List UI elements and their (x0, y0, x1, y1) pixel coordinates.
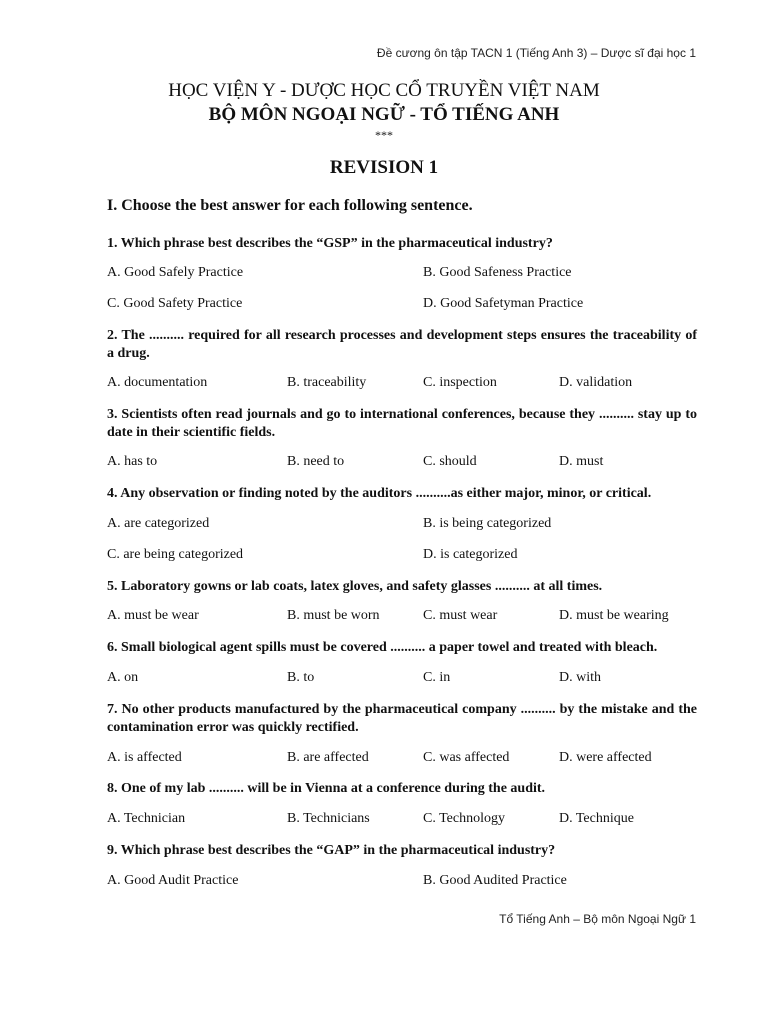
separator-stars: *** (375, 128, 393, 142)
q3-option-d: D. must (559, 454, 604, 469)
q3-option-c: C. should (423, 454, 477, 469)
page-footer: Tổ Tiếng Anh – Bộ môn Ngoại Ngữ 1 (499, 912, 696, 926)
q2-option-d: D. validation (559, 375, 633, 390)
question-2: 2. The .......... required for all research processes and development steps ensures the traceability of a drug. (107, 328, 697, 361)
question-6: 6. Small biological agent spills must be covered .......... a paper towel and treated with bleach. (107, 640, 658, 655)
institution-name: HỌC VIỆN Y - DƯỢC HỌC CỔ TRUYỀN VIỆT NAM (168, 80, 600, 101)
q7-option-b: B. are affected (287, 750, 369, 765)
q8-option-c: C. Technology (423, 811, 505, 826)
question-9: 9. Which phrase best describes the “GAP” in the pharmaceutical industry? (107, 843, 556, 858)
q6-option-b: B. to (287, 670, 315, 685)
q6-option-a: A. on (107, 670, 139, 685)
q8-option-a: A. Technician (107, 811, 186, 826)
q4-option-c: C. are being categorized (107, 547, 244, 562)
document-title: REVISION 1 (329, 157, 439, 178)
q5-option-c: C. must wear (423, 608, 498, 623)
q6-option-c: C. in (423, 670, 451, 685)
question-4: 4. Any observation or finding noted by the auditors ..........as either major, minor, or critical. (107, 486, 652, 501)
q3-option-b: B. need to (287, 454, 345, 469)
q1-option-d: D. Good Safetyman Practice (423, 296, 584, 311)
q8-option-b: B. Technicians (287, 811, 370, 826)
q7-option-c: C. was affected (423, 750, 510, 765)
question-5: 5. Laboratory gowns or lab coats, latex gloves, and safety glasses .......... at all times. (107, 579, 603, 594)
page-header: Đề cương ôn tập TACN 1 (Tiếng Anh 3) – Dược sĩ đại học 1 (376, 46, 696, 60)
question-1: 1. Which phrase best describes the “GSP” in the pharmaceutical industry? (107, 236, 553, 251)
q8-option-d: D. Technique (559, 811, 634, 826)
q1-option-c: C. Good Safety Practice (107, 296, 243, 311)
q4-option-b: B. is being categorized (423, 516, 552, 531)
department-name: BỘ MÔN NGOẠI NGỮ - TỔ TIẾNG ANH (208, 104, 560, 125)
q5-option-a: A. must be wear (107, 608, 199, 623)
q2-option-b: B. traceability (287, 375, 367, 390)
q4-option-d: D. is categorized (423, 547, 518, 562)
q1-option-a: A. Good Safely Practice (107, 265, 244, 280)
question-3: 3. Scientists often read journals and go to international conferences, because they .......... stay up to date in their scientific fields. (107, 407, 697, 440)
q5-option-b: B. must be worn (287, 608, 380, 623)
question-7: 7. No other products manufactured by the pharmaceutical company .......... by the mistake and the contamination error was quickly rectified. (107, 702, 697, 735)
q4-option-a: A. are categorized (107, 516, 210, 531)
q1-option-b: B. Good Safeness Practice (423, 265, 572, 280)
q9-option-a: A. Good Audit Practice (107, 873, 239, 888)
q6-option-d: D. with (559, 670, 601, 685)
q2-option-c: C. inspection (423, 375, 497, 390)
question-8: 8. One of my lab .......... will be in Vienna at a conference during the audit. (107, 781, 546, 796)
section-title: I. Choose the best answer for each following sentence. (107, 197, 473, 214)
q3-option-a: A. has to (107, 454, 158, 469)
q5-option-d: D. must be wearing (559, 608, 669, 623)
q9-option-b: B. Good Audited Practice (423, 873, 567, 888)
q7-option-a: A. is affected (107, 750, 182, 765)
q2-option-a: A. documentation (107, 375, 208, 390)
q7-option-d: D. were affected (559, 750, 652, 765)
